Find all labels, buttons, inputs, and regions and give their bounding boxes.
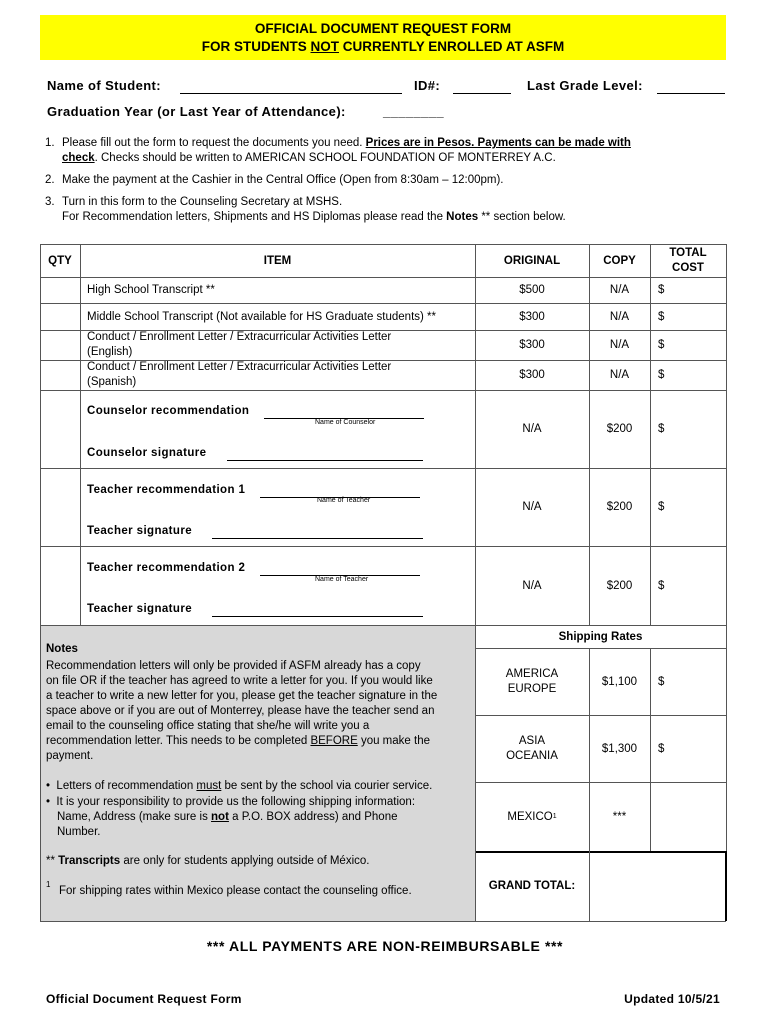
instruction-1-number: 1. — [45, 137, 55, 149]
shipping-total-cell[interactable]: $ — [658, 675, 665, 688]
instruction-2-number: 2. — [45, 174, 55, 186]
teacher-recommendation-1-label: Teacher recommendation 1 — [87, 484, 246, 496]
notes-line: payment. — [46, 750, 94, 762]
total-cost-cell[interactable]: $ — [658, 501, 665, 513]
student-name-field[interactable] — [180, 93, 402, 94]
notes-bullet-2: • It is your responsibility to provide us the following shipping information: — [46, 796, 416, 808]
total-cost-cell[interactable]: $ — [658, 423, 665, 435]
instruction-3-number: 3. — [45, 196, 55, 208]
notes-text: are only for students applying outside of México. — [120, 855, 370, 867]
bullet-text: a P.O. BOX address) and Phone — [228, 811, 398, 823]
instruction-1-cont — [62, 151, 556, 166]
qty-cell[interactable] — [40, 303, 80, 330]
qty-cell[interactable] — [40, 360, 80, 390]
bullet-text: It is your responsibility to provide us the following shipping information: — [56, 796, 416, 808]
qty-cell[interactable] — [40, 330, 80, 360]
counselor-recommendation-label: Counselor recommendation — [87, 405, 250, 417]
non-reimbursable-notice: *** ALL PAYMENTS ARE NON-REIMBURSABLE *** — [206, 938, 564, 954]
footer-form-name: Official Document Request Form — [46, 992, 242, 1006]
qty-cell[interactable] — [40, 390, 80, 468]
notes-transcripts — [46, 854, 369, 869]
price-copy: N/A — [609, 369, 630, 381]
item-letter-english-line2: (English) — [87, 346, 133, 358]
price-copy: $200 — [606, 501, 633, 513]
subtitle-post: CURRENTLY ENROLLED AT ASFM — [339, 39, 565, 54]
region-oceania: OCEANIA — [506, 749, 558, 762]
teacher-recommendation-2-label: Teacher recommendation 2 — [87, 562, 246, 574]
notes-bullet-2-cont — [57, 810, 397, 825]
total-cost-cell[interactable]: $ — [658, 369, 665, 381]
header-total-cost — [650, 244, 726, 277]
total-cost-cell[interactable]: $ — [658, 310, 665, 323]
notes-text: you make the — [357, 735, 430, 747]
instruction-2: Make the payment at the Cashier in the Central Office (Open from 8:30am – 12:00pm). — [62, 174, 504, 186]
instruction-1-text: Please fill out the form to request the documents you need. — [62, 137, 366, 149]
graduation-year-label: Graduation Year (or Last Year of Attendance): — [47, 104, 346, 119]
item-hs-transcript: High School Transcript ** — [87, 284, 215, 296]
shipping-rates-title: Shipping Rates — [558, 630, 643, 643]
header-qty: QTY — [48, 254, 72, 267]
subtitle-not: NOT — [310, 39, 339, 54]
bullet-text: Name, Address (make sure is — [57, 811, 212, 823]
grand-total-field[interactable] — [590, 853, 724, 920]
shipping-total-cell[interactable]: $ — [658, 742, 665, 755]
form-title: OFFICIAL DOCUMENT REQUEST FORM — [254, 21, 512, 36]
instruction-3-notes: Notes — [446, 211, 479, 223]
notes-line: email to the counseling office stating that she/he will write you a — [46, 720, 370, 732]
qty-cell[interactable] — [40, 277, 80, 303]
item-letter-spanish-line2: (Spanish) — [87, 376, 137, 388]
notes-transcripts-bold: Transcripts — [58, 855, 121, 867]
header-total: TOTAL — [669, 246, 707, 259]
notes-title: Notes — [46, 643, 78, 655]
counselor-name-caption: Name of Counselor — [315, 419, 376, 426]
price-original: $500 — [519, 284, 545, 296]
price-original: N/A — [522, 423, 542, 435]
footer-updated-date: Updated 10/5/21 — [624, 992, 720, 1006]
teacher-2-signature-field[interactable] — [212, 616, 423, 617]
region-mexico: MEXICO — [507, 810, 553, 823]
instruction-1-check: check — [62, 152, 95, 164]
shipping-region-america-europe — [475, 648, 589, 715]
item-ms-transcript: Middle School Transcript (Not available for HS Graduate students) ** — [87, 310, 436, 323]
notes-bullet-1: • Letters of recommendation must be sent by the school via courier service. — [46, 780, 433, 792]
teacher-1-signature-field[interactable] — [212, 538, 423, 539]
instruction-3-end: ** section below. — [478, 211, 566, 223]
teacher-2-signature-label: Teacher signature — [87, 603, 193, 615]
notes-before: BEFORE — [310, 735, 358, 747]
teacher-1-signature-label: Teacher signature — [87, 525, 193, 537]
total-cost-cell[interactable]: $ — [658, 284, 665, 296]
bullet-text: Letters of recommendation — [56, 780, 197, 792]
notes-text: recommendation letter. This needs to be completed — [46, 735, 311, 747]
subtitle-pre: FOR STUDENTS — [201, 39, 311, 54]
teacher-1-name-caption: Name of Teacher — [317, 497, 371, 504]
bullet-not: not — [211, 811, 229, 823]
counselor-signature-field[interactable] — [227, 460, 423, 461]
item-letter-english-line1: Conduct / Enrollment Letter / Extracurricular Activities Letter — [87, 331, 392, 343]
price-copy: $200 — [606, 423, 633, 435]
grand-total-label: GRAND TOTAL: — [488, 880, 576, 892]
header-copy: COPY — [603, 254, 636, 267]
shipping-price: *** — [612, 810, 627, 823]
price-copy: N/A — [609, 339, 630, 351]
footnote-mark: 1 — [46, 880, 51, 889]
id-field[interactable] — [453, 93, 511, 94]
qty-cell[interactable] — [40, 546, 80, 625]
header-original: ORIGINAL — [503, 254, 561, 267]
form-subtitle — [40, 38, 726, 56]
instruction-3-text: For Recommendation letters, Shipments and HS Diplomas please read the — [62, 211, 447, 223]
footnote-text: For shipping rates within Mexico please contact the counseling office. — [59, 885, 412, 897]
price-original: $300 — [519, 339, 545, 351]
price-original: N/A — [522, 501, 542, 513]
price-original: $300 — [519, 310, 545, 323]
item-letter-spanish-line1: Conduct / Enrollment Letter / Extracurricular Activities Letter — [87, 361, 392, 373]
price-original: $300 — [519, 369, 545, 381]
last-grade-field[interactable] — [657, 93, 725, 94]
price-original: N/A — [522, 579, 542, 592]
notes-line: on file OR if the teacher has agreed to write a letter for you. If you would like — [46, 675, 433, 687]
header-cost: COST — [672, 261, 704, 274]
graduation-year-field[interactable]: ________ — [383, 104, 445, 119]
instruction-1 — [62, 136, 631, 151]
shipping-region-mexico — [475, 782, 589, 851]
instruction-3-cont — [62, 210, 566, 225]
price-copy: N/A — [609, 310, 630, 323]
instruction-1-emphasis: Prices are in Pesos. Payments can be made with — [365, 137, 631, 149]
item-letter-english — [87, 330, 391, 360]
price-copy: N/A — [609, 284, 630, 296]
student-name-label: Name of Student: — [47, 78, 162, 93]
instruction-3: Turn in this form to the Counseling Secretary at MSHS. — [62, 196, 343, 208]
qty-cell[interactable] — [40, 468, 80, 546]
last-grade-label: Last Grade Level: — [527, 78, 643, 93]
region-europe: EUROPE — [507, 682, 557, 695]
notes-line: Recommendation letters will only be provided if ASFM already has a copy — [46, 660, 421, 672]
form-title-banner — [40, 15, 726, 60]
item-letter-spanish — [87, 360, 391, 390]
total-cost-cell[interactable]: $ — [658, 339, 665, 351]
notes-paragraph — [46, 659, 437, 764]
counselor-signature-label: Counselor signature — [87, 447, 207, 459]
instruction-1-payee: . Checks should be written to AMERICAN SCHOOL FOUNDATION OF MONTERREY A.C. — [94, 152, 556, 164]
region-asia: ASIA — [518, 734, 546, 747]
bullet-text: be sent by the school via courier service. — [221, 780, 433, 792]
teacher-2-name-caption: Name of Teacher — [315, 576, 369, 583]
shipping-price: $1,300 — [601, 742, 638, 755]
bullet-must: must — [196, 780, 222, 792]
header-item: ITEM — [263, 254, 292, 267]
mexico-footnote-mark: 1 — [552, 813, 557, 820]
price-copy: $200 — [606, 579, 633, 592]
total-cost-cell[interactable]: $ — [658, 579, 665, 592]
shipping-region-asia-oceania — [475, 715, 589, 782]
region-america: AMERICA — [505, 667, 559, 680]
id-label: ID#: — [414, 78, 441, 93]
shipping-price: $1,100 — [601, 675, 638, 688]
notes-line: a teacher to write a new letter for you, please get the teacher signature in the — [46, 690, 438, 702]
notes-line — [46, 734, 437, 749]
notes-line: space above or if you are out of Monterrey, please have the teacher send an — [46, 705, 435, 717]
notes-text: ** — [46, 855, 59, 867]
notes-bullet-2-end: Number. — [57, 826, 101, 838]
